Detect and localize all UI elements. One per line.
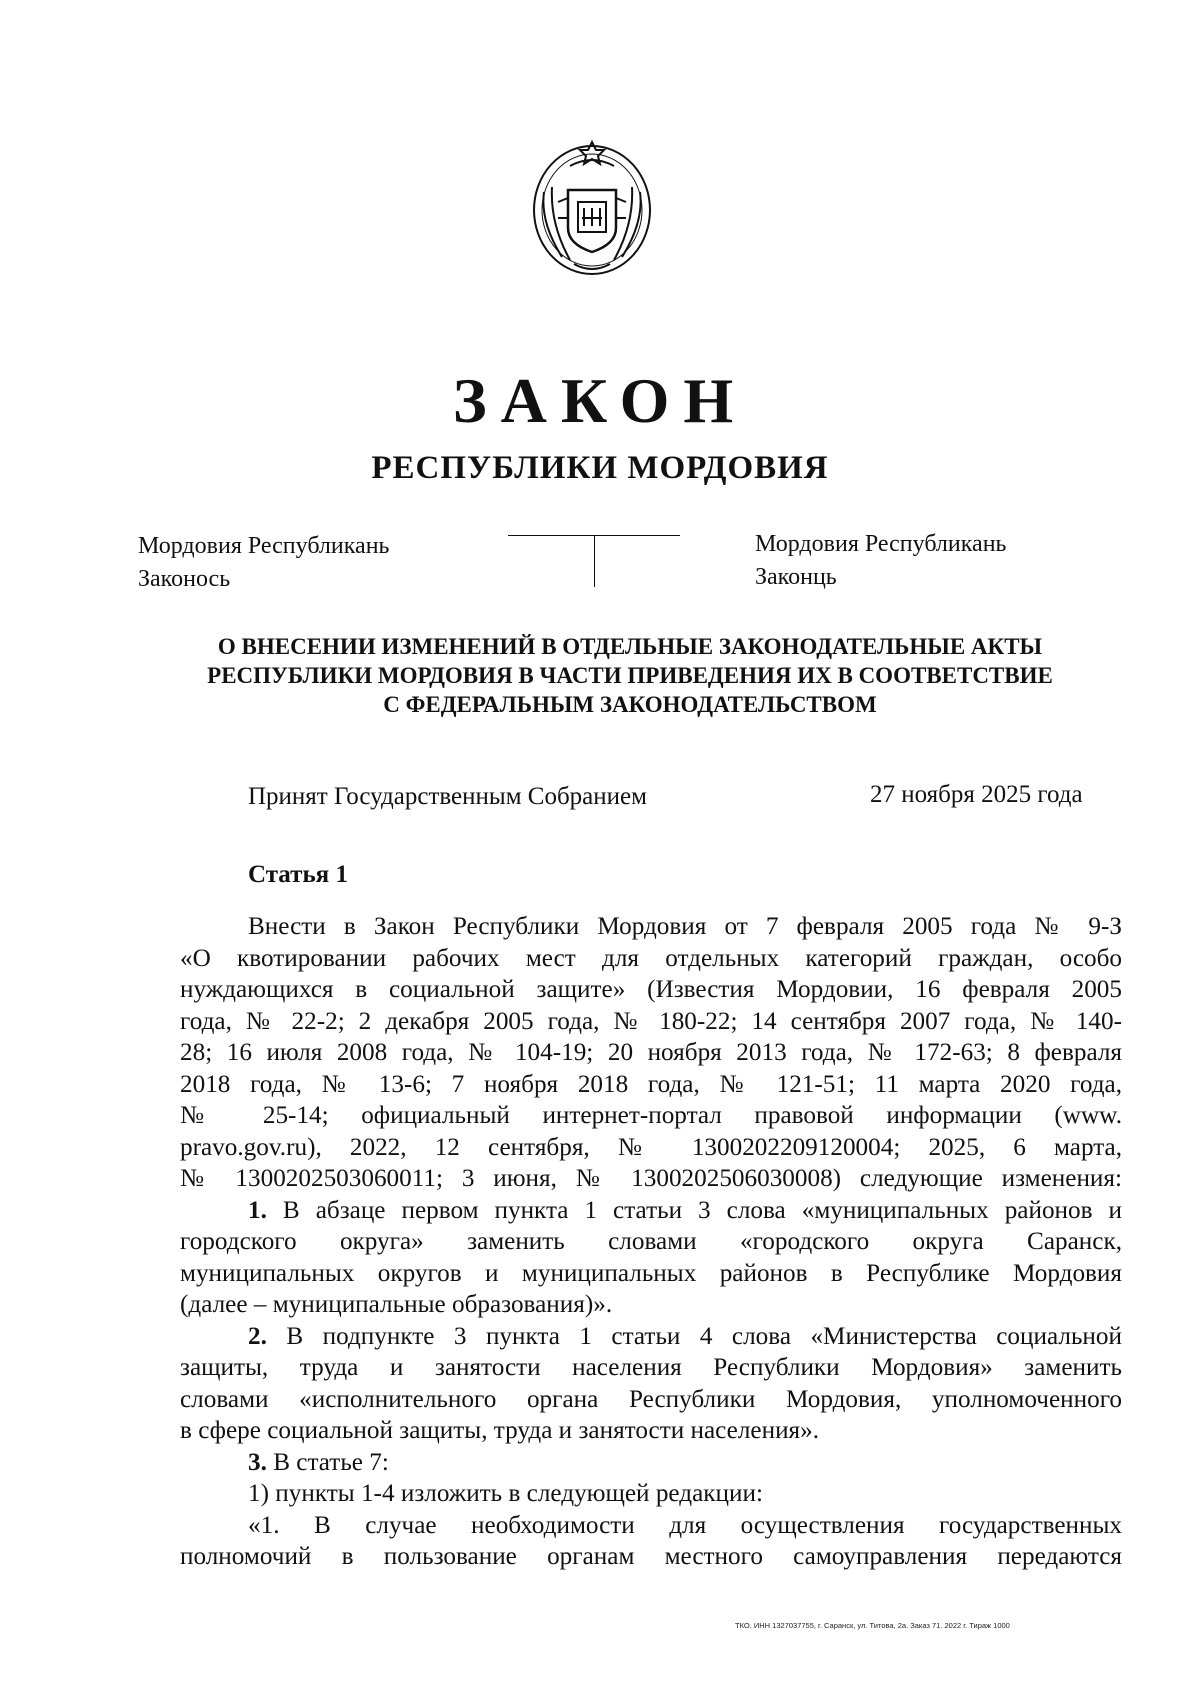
body-line: pravo.gov.ru), 2022, 12 сентября, № 1300202209120004; 2025, 6 марта, [180, 1133, 1122, 1161]
body-line: № 1300202503060011; 3 июня, № 1300202506030008) следующие изменения: [180, 1165, 1122, 1192]
coat-of-arms-icon [522, 132, 662, 282]
body-line: 2018 года, № 13-6; 7 ноября 2018 года, № 121-51; 11 марта 2020 года, [180, 1070, 1122, 1098]
subitem-line: 1) пункты 1-4 изложить в следующей редакции: [248, 1480, 763, 1507]
adoption-statement: Принят Государственным Собранием [248, 783, 647, 810]
erzya-title-line: Законць [755, 564, 837, 590]
article-heading: Статья 1 [248, 861, 348, 888]
body-line: «О квотировании рабочих мест для отдельных категорий граждан, особо [180, 944, 1122, 972]
item-1-first-line [180, 1195, 1122, 1227]
body-text: В абзаце первом пункта 1 статьи 3 слова «муниципальных районов и [266, 1196, 1122, 1224]
printing-info: ТКО. ИНН 1327037755, г. Саранск, ул. Титова, 2а. Заказ 71. 2022 г. Тираж 1000 [735, 1621, 1010, 1630]
body-line: городского округа» заменить словами «городского округа Саранск, [180, 1228, 1122, 1255]
erzya-title-block [755, 528, 1006, 594]
item-number: 3. [248, 1448, 267, 1476]
body-line: (далее – муниципальные образования)». [180, 1291, 613, 1318]
item-2-first-line [180, 1321, 1122, 1353]
quoted-text-line: «1. В случае необходимости для осуществления государственных [248, 1511, 1122, 1539]
moksha-title-block [138, 530, 389, 596]
moksha-title-line: Законось [138, 566, 231, 592]
article-body [180, 911, 1122, 1573]
body-line: словами «исполнительного органа Республики Мордовия, уполномоченного [180, 1385, 1122, 1413]
law-name-line: С ФЕДЕРАЛЬНЫМ ЗАКОНОДАТЕЛЬСТВОМ [383, 692, 877, 717]
body-line: защиты, труда и занятости населения Республики Мордовия» заменить [180, 1354, 1122, 1381]
item-number: 1. [248, 1196, 267, 1224]
registration-mark-divider [594, 535, 595, 587]
body-line: муниципальных округов и муниципальных районов в Республике Мордовия [180, 1259, 1122, 1287]
quoted-text-line: полномочий в пользование органам местного самоуправления передаются [180, 1543, 1122, 1570]
body-text: В подпункте 3 пункта 1 статьи 4 слова «Министерства социальной [266, 1322, 1122, 1350]
law-name [170, 632, 1090, 719]
item-number: 2. [248, 1322, 267, 1350]
law-name-line: О ВНЕСЕНИИ ИЗМЕНЕНИЙ В ОТДЕЛЬНЫЕ ЗАКОНОДАТЕЛЬНЫЕ АКТЫ [217, 634, 1043, 659]
item-3-line [180, 1447, 1122, 1479]
body-line: № 25-14; официальный интернет-портал правовой информации (www. [180, 1102, 1122, 1129]
body-text: В статье 7: [266, 1448, 389, 1476]
body-line: 28; 16 июля 2008 года, № 104-19; 20 ноября 2013 года, № 172-63; 8 февраля [180, 1039, 1122, 1066]
body-line: Внести в Закон Республики Мордовия от 7 февраля 2005 года № 9-З [248, 913, 1122, 940]
erzya-title-line: Мордовия Республикань [755, 531, 1007, 557]
adoption-date: 27 ноября 2025 года [870, 781, 1083, 808]
document-title: ЗАКОН [452, 365, 748, 436]
body-line: в сфере социальной защиты, труда и занятости населения». [180, 1417, 820, 1444]
law-name-line: РЕСПУБЛИКИ МОРДОВИЯ В ЧАСТИ ПРИВЕДЕНИЯ ИХ В СООТВЕТСТВИЕ [207, 663, 1053, 688]
moksha-title-line: Мордовия Республикань [138, 533, 390, 559]
body-line: года, № 22-2; 2 декабря 2005 года, № 180-22; 14 сентября 2007 года, № 140- [180, 1007, 1122, 1035]
body-line: нуждающихся в социальной защите» (Известия Мордовии, 16 февраля 2005 [180, 976, 1122, 1003]
document-subtitle: РЕСПУБЛИКИ МОРДОВИЯ [371, 450, 829, 486]
